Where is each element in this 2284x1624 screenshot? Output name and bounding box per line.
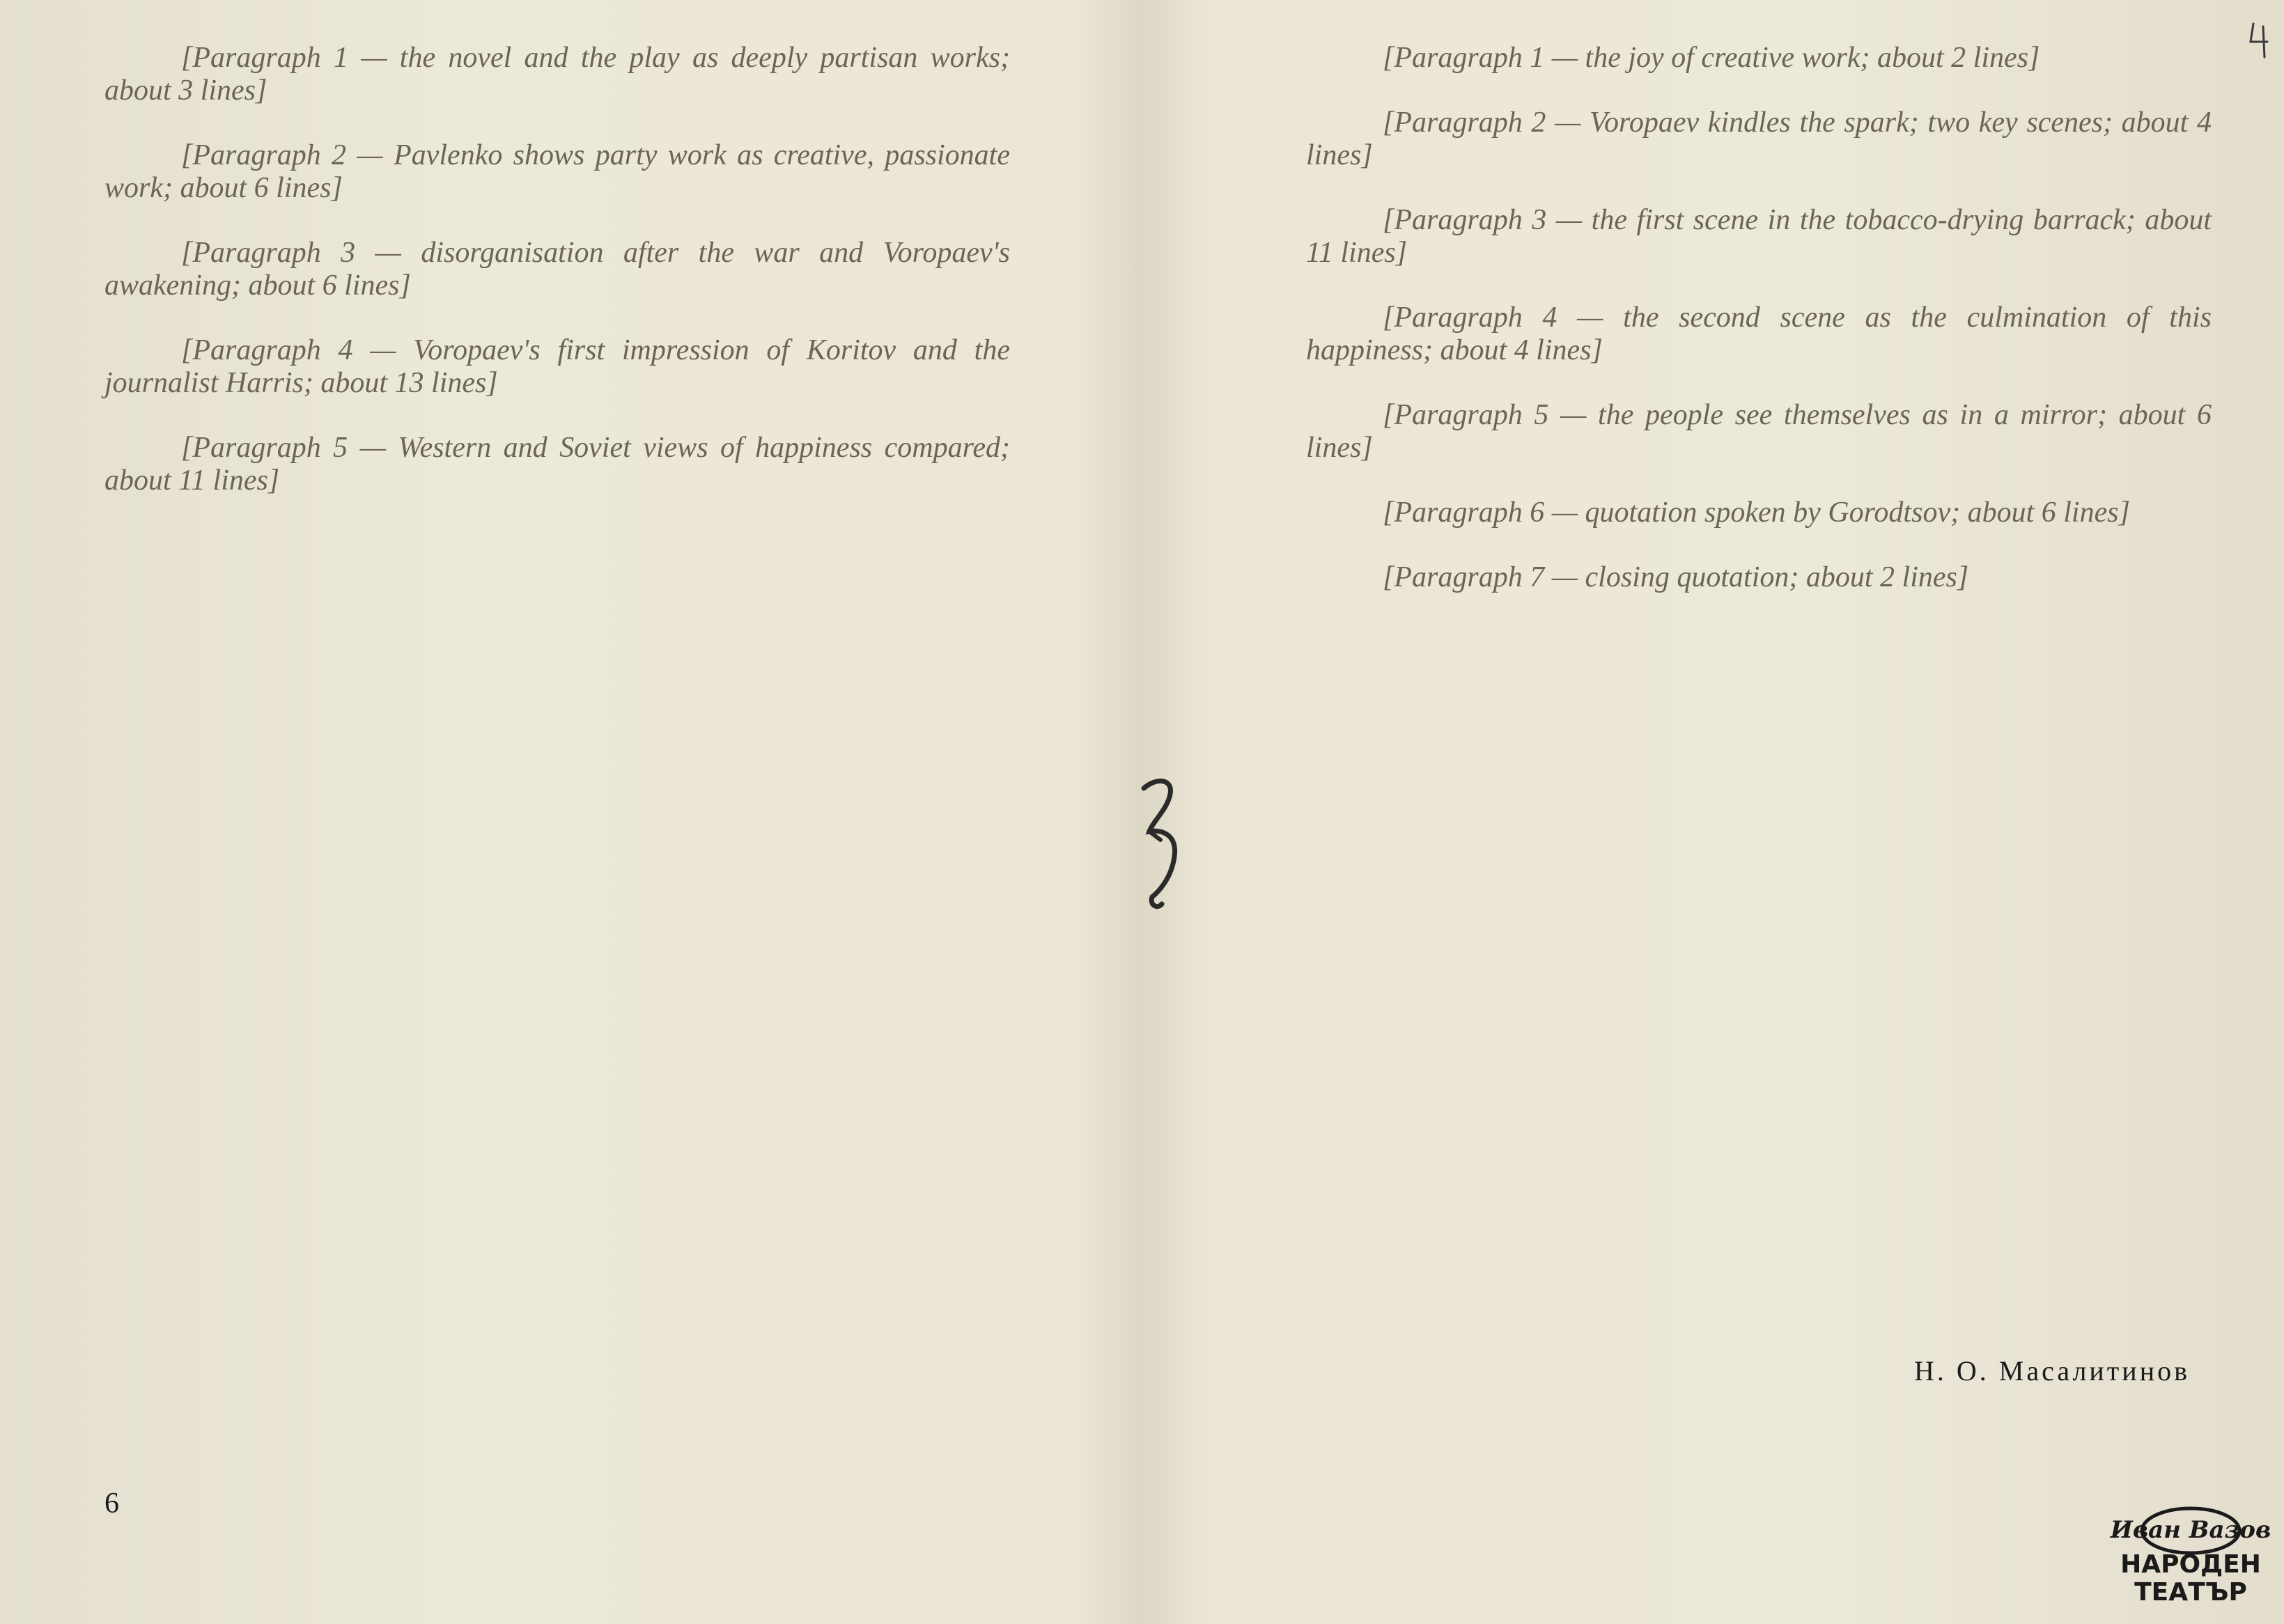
svg-text:Иван Вазов: Иван Вазов — [2110, 1516, 2271, 1544]
right-paragraph-4: [Paragraph 4 — the second scene as the culmination of this happiness; about 4 lines] — [1306, 302, 2212, 366]
left-paragraph-5: [Paragraph 5 — Western and Soviet views of happiness compared; about 11 lines] — [104, 432, 1010, 497]
right-paragraph-6: [Paragraph 6 — quotation spoken by Gorodtsov; about 6 lines] — [1383, 497, 2130, 529]
left-paragraph-2: [Paragraph 2 — Pavlenko shows party work as creative, passionate work; about 6 lines] — [104, 139, 1010, 204]
left-paragraph-3: [Paragraph 3 — disorganisation after the war and Voropaev's awakening; about 6 lines] — [104, 237, 1010, 302]
left-page — [104, 42, 1010, 1588]
right-paragraph-5: [Paragraph 5 — the people see themselves as in a mirror; about 6 lines] — [1306, 399, 2212, 464]
page-number: 6 — [104, 1488, 119, 1520]
left-paragraph-1: [Paragraph 1 — the novel and the play as deeply partisan works; about 3 lines] — [104, 42, 1010, 107]
right-paragraph-7: [Paragraph 7 — closing quotation; about 2 lines] — [1383, 561, 1969, 593]
svg-text:НАРОДЕН: НАРОДЕН — [2120, 1550, 2261, 1579]
left-paragraph-4: [Paragraph 4 — Voropaev's first impression of Koritov and the journalist Harris; about 13 lines] — [104, 334, 1010, 399]
right-paragraph-1: [Paragraph 1 — the joy of creative work; about 2 lines] — [1383, 42, 2040, 74]
svg-text:ТЕАТЪР: ТЕАТЪР — [2134, 1578, 2247, 1607]
handwritten-three-mark — [1128, 773, 1191, 912]
author-signature: Н. О. Масалитинов — [1914, 1355, 2190, 1387]
national-theatre-logo — [2110, 1497, 2271, 1609]
handwritten-corner-mark — [2246, 19, 2274, 61]
right-paragraph-2: [Paragraph 2 — Voropaev kindles the spark; two key scenes; about 4 lines] — [1306, 107, 2212, 171]
right-paragraph-3: [Paragraph 3 — the first scene in the tobacco-drying barrack; about 11 lines] — [1306, 204, 2212, 269]
